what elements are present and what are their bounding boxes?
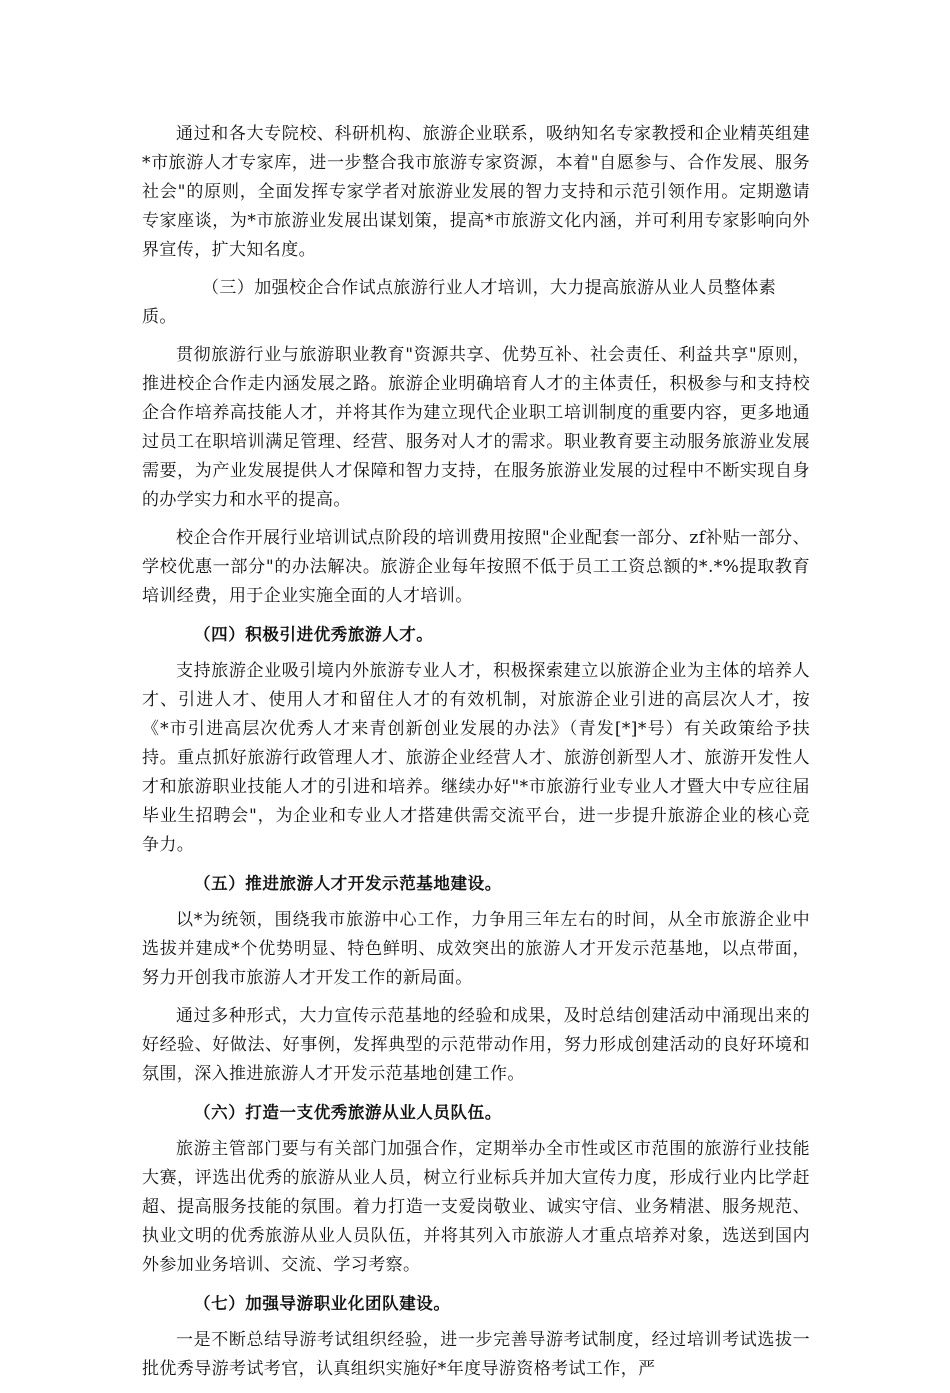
paragraph-skills-contest: 旅游主管部门要与有关部门加强合作，定期举办全市性或区市范围的旅游行业技能大赛，评选出优秀的旅游从业人员，树立行业标兵并加大宣传力度，形成行业内比学赶超、提高服务技能的氛围。着力打造一支爱岗敬业、诚实守信、业务精湛、服务规范、执业文明的优秀旅游从业人员队伍，并将其列入市旅游人才重点培养对象，选送到国内外参加业务培训、交流、学习考察。 <box>142 1139 810 1275</box>
section-heading-6: （六）打造一支优秀旅游从业人员队伍。 <box>194 1103 502 1122</box>
paragraph-demo-base: 以*为统领，围绕我市旅游中心工作，力争用三年左右的时间，从全市旅游企业中选拔并建成*个优势明显、特色鲜明、成效突出的旅游人才开发示范基地，以点带面，努力开创我市旅游人才开发工作的新局面。 <box>142 910 810 988</box>
paragraph-training-fees: 校企合作开展行业培训试点阶段的培训费用按照"企业配套一部分、zf补贴一部分、学校优惠一部分"的办法解决。旅游企业每年按照不低于员工工资总额的*.*%提取教育培训经费，用于企业实施全面的人才培训。 <box>142 528 810 606</box>
paragraph-school-enterprise: 贯彻旅游行业与旅游职业教育"资源共享、优势互补、社会责任、利益共享"原则，推进校企合作走内涵发展之路。旅游企业明确培育人才的主体责任，积极参与和支持校企合作培养高技能人才，并将其作为建立现代企业职工培训制度的重要内容，更多地通过员工在职培训满足管理、经营、服务对人才的需求。职业教育要主动服务旅游业发展需要，为产业发展提供人才保障和智力支持，在服务旅游业发展的过程中不断实现自身的办学实力和水平的提高。 <box>142 345 810 510</box>
paragraph-expert-library: 通过和各大专院校、科研机构、旅游企业联系，吸纳知名专家教授和企业精英组建*市旅游人才专家库，进一步整合我市旅游专家资源，本着"自愿参与、合作发展、服务社会"的原则，全面发挥专家学者对旅游业发展的智力支持和示范引领作用。定期邀请专家座谈，为*市旅游业发展出谋划策，提高*市旅游文化内涵，并可利用专家影响向外界宣传，扩大知名度。 <box>142 124 810 260</box>
paragraph-guide-exam: 一是不断总结导游考试组织经验，进一步完善导游考试制度，经过培训考试选拔一批优秀导游考试考官，认真组织实施好*年度导游资格考试工作，严 <box>142 1330 810 1379</box>
paragraph-publicity: 通过多种形式，大力宣传示范基地的经验和成果，及时总结创建活动中涌现出来的好经验、好做法、好事例，发挥典型的示范带动作用，努力形成创建活动的良好环境和氛围，深入推进旅游人才开发示范基地创建工作。 <box>142 1006 810 1084</box>
paragraph-talent-introduction: 支持旅游企业吸引境内外旅游专业人才，积极探索建立以旅游企业为主体的培养人才、引进人才、使用人才和留住人才的有效机制，对旅游企业引进的高层次人才，按《*市引进高层次优秀人才来青创新创业发展的办法》（青发[*]*号）有关政策给予扶持。重点抓好旅游行政管理人才、旅游企业经营人才、旅游创新型人才、旅游开发性人才和旅游职业技能人才的引进和培养。继续办好"*市旅游行业专业人才暨大中专应往届毕业生招聘会"，为企业和专业人才搭建供需交流平台，进一步提升旅游企业的核心竞争力。 <box>142 661 810 855</box>
section-heading-3: （三）加强校企合作试点旅游行业人才培训，大力提高旅游从业人员整体素质。 <box>142 278 777 327</box>
section-heading-7: （七）加强导游职业化团队建设。 <box>194 1294 451 1313</box>
section-heading-4: （四）积极引进优秀旅游人才。 <box>194 625 434 644</box>
section-heading-5: （五）推进旅游人才开发示范基地建设。 <box>194 874 502 893</box>
document-page <box>142 120 810 1393</box>
